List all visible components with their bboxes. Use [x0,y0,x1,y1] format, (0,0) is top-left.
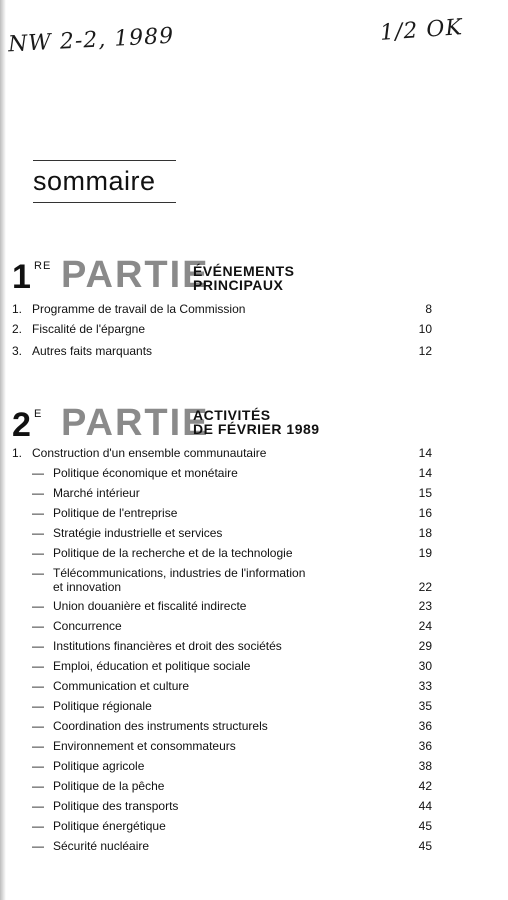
part2-number: 2 [12,406,31,444]
toc-item-label: Coordination des instruments structurels [53,719,268,733]
toc-item-label: Politique de la pêche [53,779,165,793]
toc-item-label: Union douanière et fiscalité indirecte [53,599,247,613]
toc-item-dash: — [32,839,44,853]
toc-item-dash: — [32,506,44,520]
part1-word: PARTIE [61,254,210,296]
title-rule-top [33,160,176,161]
handwritten-annotation-left: NW 2-2, 1989 [7,23,175,58]
toc-item-dash: — [32,799,44,813]
toc-item-dash: — [32,679,44,693]
toc-item-page: 38 [418,759,432,773]
part1-subtitle-line2: PRINCIPAUX [193,277,284,293]
toc-item-number: 3. [12,344,23,358]
toc-item-label: Politique des transports [53,799,179,813]
toc-item-number: 1. [12,302,23,316]
toc-item-label: Emploi, éducation et politique sociale [53,659,251,673]
toc-item-dash: — [32,486,44,500]
toc-item-page: 14 [418,466,432,480]
toc-item-dash: — [32,466,44,480]
toc-item-label: Communication et culture [53,679,190,693]
toc-item-label: Marché intérieur [53,486,140,500]
toc-item-label-continued: et innovation [53,580,122,594]
section-page: 14 [418,446,432,460]
toc-item-page: 42 [418,779,432,793]
part2-superscript: E [34,408,43,420]
toc-item-dash: — [32,819,44,833]
toc-item-label: Institutions financières et droit des sociétés [53,639,282,653]
toc-item-page: 36 [418,739,432,753]
toc-item-dash: — [32,759,44,773]
part1-subtitle-line1: ÉVÉNEMENTS [193,263,295,279]
part1-header [12,252,332,296]
toc-item-page: 24 [418,619,432,633]
scan-edge-shadow [0,0,6,900]
toc-item-label: Environnement et consommateurs [53,739,236,753]
toc-item-page: 18 [418,526,432,540]
section-label: Construction d'un ensemble communautaire [32,446,267,460]
toc-item-page: 23 [418,599,432,613]
toc-item-page: 35 [418,699,432,713]
toc-item-page: 33 [418,679,432,693]
toc-item-page: 29 [418,639,432,653]
part2-word: PARTIE [61,402,210,444]
toc-item-dash: — [32,739,44,753]
toc-item-label: Fiscalité de l'épargne [32,322,146,336]
toc-item-label: Sécurité nucléaire [53,839,150,853]
toc-item-label: Concurrence [53,619,122,633]
toc-item-label: Politique économique et monétaire [53,466,238,480]
toc-item-dash: — [32,699,44,713]
toc-item-number: 2. [12,322,23,336]
toc-item-page: 45 [418,819,432,833]
toc-item-dash: — [32,719,44,733]
toc-item-label: Politique de l'entreprise [53,506,178,520]
handwritten-annotation-right: 1/2 OK [379,15,464,46]
toc-item-dash: — [32,639,44,653]
toc-item-label: Autres faits marquants [32,344,153,358]
toc-item-page: 45 [418,839,432,853]
toc-item-page: 30 [418,659,432,673]
toc-item-dash: — [32,659,44,673]
part1-superscript: RE [34,260,52,272]
section-number: 1. [12,446,23,460]
toc-item-label: Programme de travail de la Commission [32,302,246,316]
toc-item-label: Télécommunications, industries de l'information [53,566,306,580]
toc-item-page: 36 [418,719,432,733]
toc-item-page: 10 [418,322,432,336]
page-title: sommaire [33,166,156,196]
title-rule-bottom [33,202,176,203]
part1-number: 1 [12,258,31,296]
toc-item-label: Politique régionale [53,699,152,713]
toc-item-label: Politique de la recherche et de la technologie [53,546,293,560]
toc-item-page: 19 [418,546,432,560]
part2-subtitle-line1: ACTIVITÉS [193,407,271,423]
toc-item-dash: — [32,526,44,540]
toc-item-page: 12 [418,344,432,358]
toc-item-dash: — [32,546,44,560]
toc-item-page: 15 [418,486,432,500]
toc-item-page: 44 [418,799,432,813]
toc-item-label: Politique agricole [53,759,145,773]
toc-item-page: 22 [418,580,432,594]
toc-item-dash: — [32,779,44,793]
toc-item-page: 8 [425,302,432,316]
part2-subtitle-line2: DE FÉVRIER 1989 [193,421,320,437]
toc-item-dash: — [32,566,44,580]
part2-header [12,400,352,444]
toc-item-label: Stratégie industrielle et services [53,526,223,540]
toc-item-page: 16 [418,506,432,520]
toc-item-label: Politique énergétique [53,819,166,833]
toc-item-dash: — [32,599,44,613]
toc-item-dash: — [32,619,44,633]
